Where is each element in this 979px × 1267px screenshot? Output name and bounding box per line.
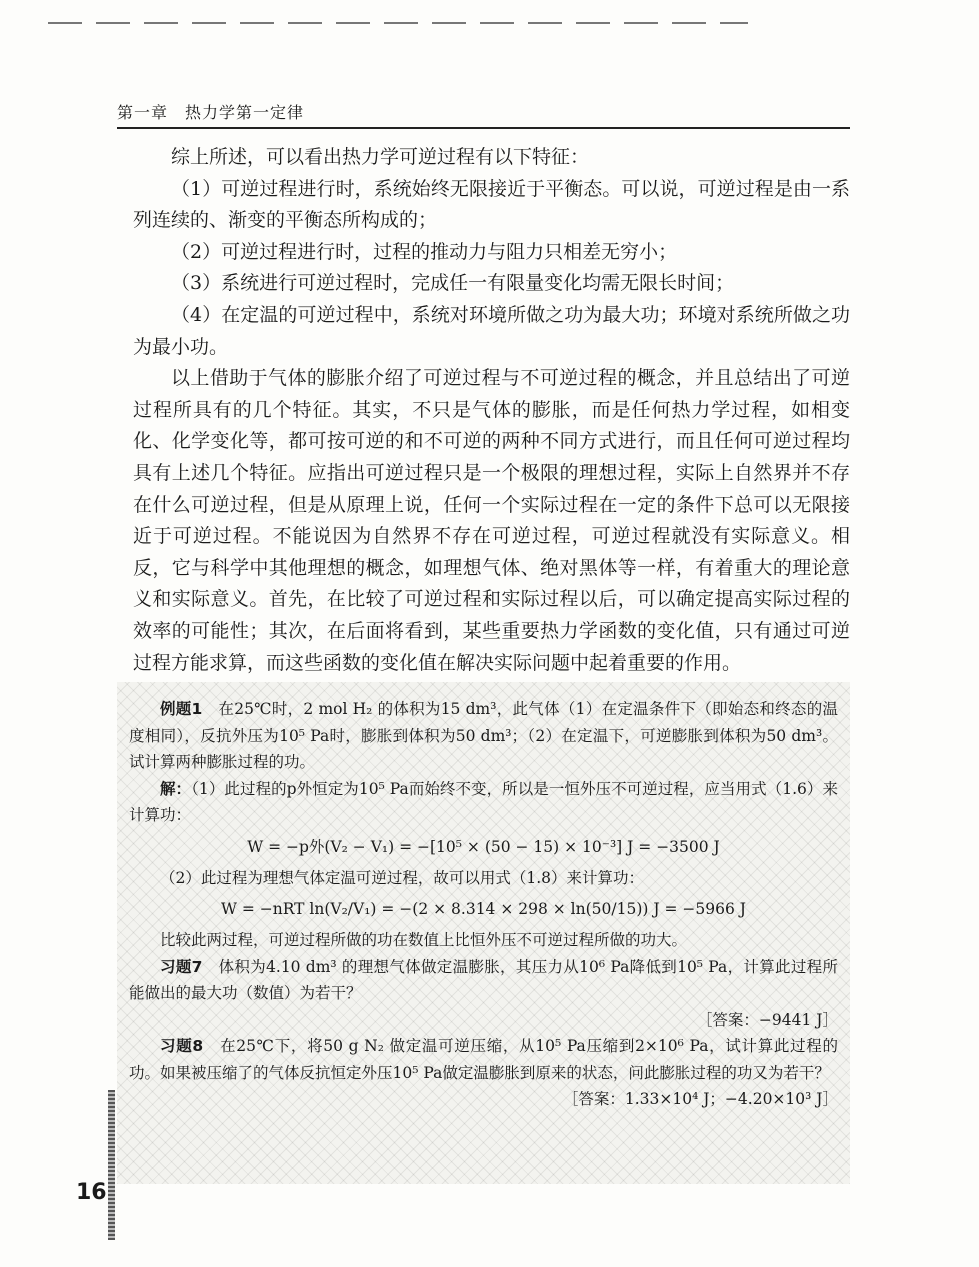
top-dash-rule <box>48 22 748 24</box>
paragraph: （2）可逆过程进行时，过程的推动力与阻力只相差无穷小； <box>171 240 678 263</box>
comparison-text: 比较此两过程，可逆过程所做的功在数值上比恒外压不可逆过程所做的功大。 <box>160 931 688 949</box>
solution-part-1: 解：（1）此过程的p外恒定为10⁵ Pa而始终不变，所以是一恒外压不可逆过程，应当用式（1.6）来计算功： <box>129 779 838 824</box>
example-1-question: 例题1 在25℃时，2 mol H₂ 的体积为15 dm³，此气体（1）在定温条件下（即始态和终态的温度相同），反抗外压为10⁵ Pa时，膨胀到体积为50 dm³；（2）在定温下，可逆膨胀到体积为50 dm³。试计算两种膨胀过程的功。 <box>129 700 838 771</box>
main-text <box>133 142 850 679</box>
solution-label: 解： <box>160 779 192 798</box>
equation-2: W = −nRT ln(V₂/V₁) = −(2 × 8.314 × 298 × ln(50/15)) J = −5966 J <box>220 900 746 918</box>
exercise-label: 习题8 <box>160 1037 204 1055</box>
exercise-7-answer: ［答案：−9441 J］ <box>696 1010 838 1029</box>
exercise-8: 习题8 在25℃下，将50 g N₂ 做定温可逆压缩，从10⁵ Pa压缩到2×10⁶ Pa，试计算此过程的功。如果被压缩了的气体反抗恒定外压10⁵ Pa做定温膨胀到原来的状态，问此膨胀过程的功又为若干？ <box>129 1037 838 1082</box>
exercise-8-answer: ［答案：1.33×10⁴ J；−4.20×10³ J］ <box>562 1090 838 1108</box>
example-box <box>117 682 850 1184</box>
solution-part-2: （2）此过程为理想气体定温可逆过程，故可以用式（1.8）来计算功： <box>160 868 645 887</box>
paragraph: （4）在定温的可逆过程中，系统对环境所做之功为最大功；环境对系统所做之功为最小功。 <box>133 303 850 358</box>
exercise-7: 习题7 体积为4.10 dm³ 的理想气体做定温膨胀，其压力从10⁶ Pa降低到10⁵ Pa，计算此过程所能做出的最大功（数值）为若干？ <box>129 957 838 1002</box>
paragraph: （1）可逆过程进行时，系统始终无限接近于平衡态。可以说，可逆过程是由一系列连续的、渐变的平衡态所构成的； <box>133 177 850 232</box>
paragraph: 以上借助于气体的膨胀介绍了可逆过程与不可逆过程的概念，并且总结出了可逆过程所具有的几个特征。其实，不只是气体的膨胀，而是任何热力学过程，如相变化、化学变化等，都可按可逆的和不可逆的两种不同方式进行，而且任何可逆过程均具有上述几个特征。应指出可逆过程只是一个极限的理想过程，实际上自然界并不存在什么可逆过程，但是从原理上说，任何一个实际过程在一定的条件下总可以无限接近于可逆过程。不能说因为自然界不存在可逆过程，可逆过程就没有实际意义。相反，它与科学中其他理想的概念，如理想气体、绝对黑体等一样，有着重大的理论意义和实际意义。首先，在比较了可逆过程和实际过程以后，可以确定提高实际过程的效率的可能性；其次，在后面将看到，某些重要热力学函数的变化值，只有通过可逆过程方能求算，而这些函数的变化值在解决实际问题中起着重要的作用。 <box>133 367 850 674</box>
page-number: 16 <box>76 1180 107 1205</box>
paragraph: 综上所述，可以看出热力学可逆过程有以下特征： <box>171 146 590 168</box>
example-label: 例题1 <box>160 700 203 718</box>
paragraph: （3）系统进行可逆过程时，完成任一有限量变化均需无限长时间； <box>171 272 735 295</box>
binding-edge <box>108 1090 115 1240</box>
equation-1: W = −p外(V₂ − V₁) = −[10⁵ × (50 − 15) × 10⁻³] J = −3500 J <box>247 837 720 856</box>
exercise-label: 习题7 <box>160 957 203 976</box>
header-rule <box>117 127 850 129</box>
running-header: 第一章 热力学第一定律 <box>117 103 305 122</box>
